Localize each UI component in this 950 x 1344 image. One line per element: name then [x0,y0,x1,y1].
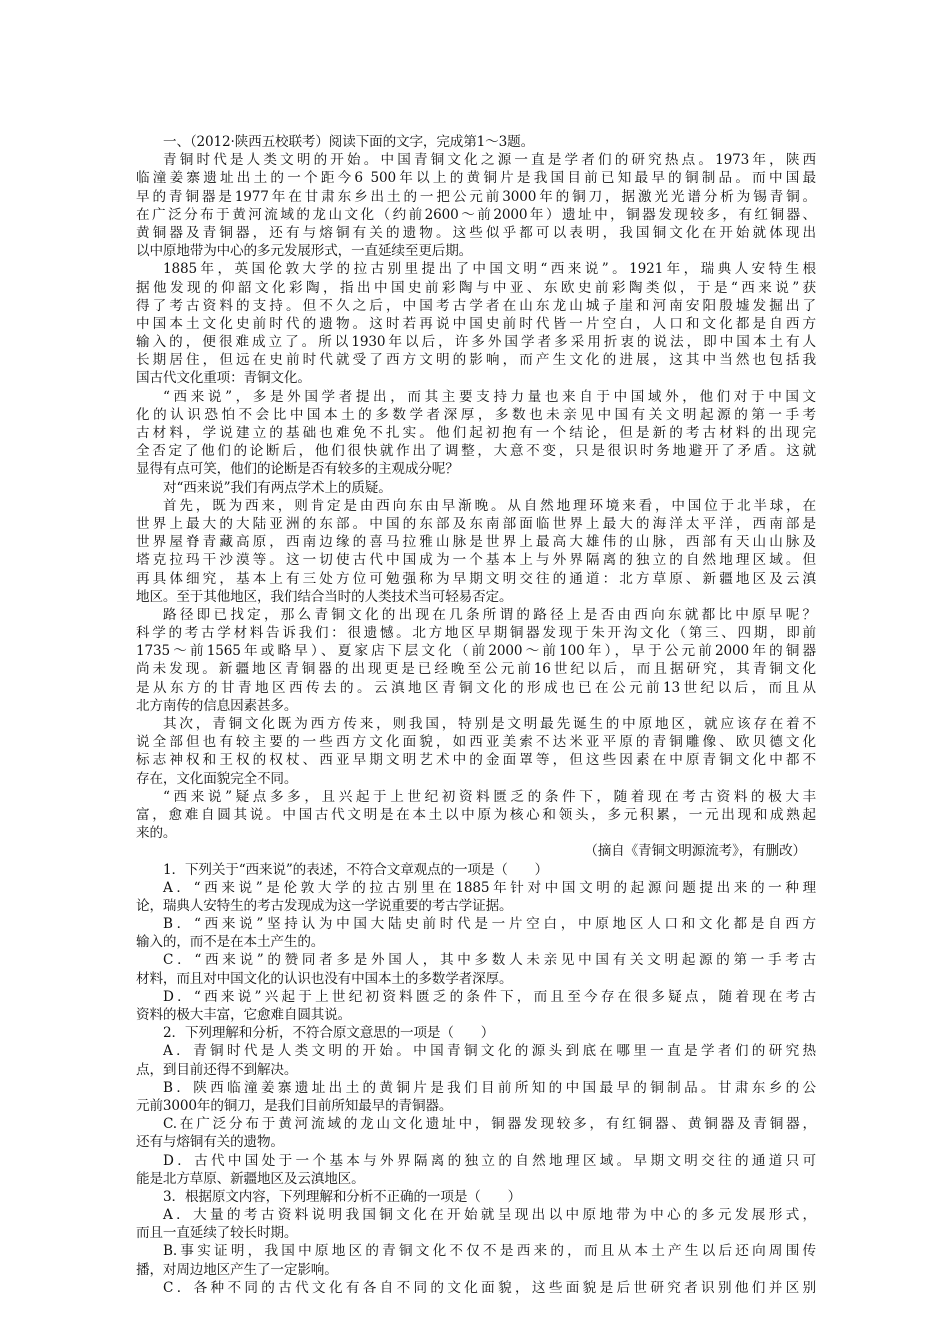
text-line: 材料，而且对中国文化的认识也没有中国本土的多数学者深厚。 [136,970,513,987]
text-line: 塔克拉玛干沙漠等。这一切使古代中国成为一个基本上与外界隔离的独立的自然地理区域。但 [136,552,816,569]
text-line: 临潼姜寨遗址出土的一个距今6 500年以上的黄铜片是我国目前已知最早的铜制品。而中国最 [136,170,816,187]
text-line: 来的。 [136,825,177,842]
text-line: 论，瑞典人安特生的考古发现成为这一学说重要的考古学证据。 [136,897,513,914]
text-line: 世界上最大的大陆亚洲的东部。中国的东部及东南部面临世界上最大的海洋太平洋，西南部是 [136,515,816,532]
text-line: 还有与熔铜有关的遗物。 [136,1134,284,1151]
text-line: 路径即已找定，那么青铜文化的出现在几条所谓的路径上是否由西向东就都比中原早呢？ [163,606,816,623]
text-line: 长期居住，但远在史前时代就受了西方文明的影响，而产生文化的进展，这其中当然也包括我 [136,352,816,369]
text-line: C．“西来说”的赞同者多是外国人，其中多数人未亲见中国有关文明起源的第一手考古 [163,952,816,969]
text-line: 地区。至于其他地区，我们结合当时的人类技术当可轻易否定。 [136,588,513,605]
text-line: A．“西来说”是伦敦大学的拉古别里在1885年针对中国文明的起源问题提出来的一种理 [163,879,816,896]
source-citation: （摘自《青铜文明源流考》，有删改） [584,843,806,860]
text-line: 再具体细究，基本上有三处方位可勉强称为早期文明交往的通道：北方草原、新疆地区及云滇 [136,570,816,587]
text-line: 在广泛分布于黄河流域的龙山文化（约前2600～前2000年）遗址中，铜器发现较多，有红铜器、 [136,206,816,223]
text-line: 古材料，学说建立的基础也难免不扎实。他们起初抱有一个结论，但是新的考古材料的出现完 [136,425,816,441]
text-line: “西来说”，多是外国学者提出，而其主要支持力量也来自于中国域外，他们对于中国文 [163,388,816,405]
text-line: 点，到目前还得不到解决。 [136,1061,298,1078]
text-line: C.在广泛分布于黄河流域的龙山文化遗址中，铜器发现较多，有红铜器、黄铜器及青铜器， [163,1116,816,1133]
text-line: D．古代中国处于一个基本与外界隔离的独立的自然地理区域。早期文明交往的通道只可 [163,1152,816,1169]
text-line: 说全部但也有较主要的一些西方文化面貌，如西亚美索不达米亚平原的青铜雕像、欧贝德文化 [136,734,816,751]
text-line: 资料的极大丰富，它愈难自圆其说。 [136,1007,352,1023]
text-line: 对“西来说”我们有两点学术上的质疑。 [163,479,392,496]
text-line: 输入的，而不是在本土产生的。 [136,934,325,951]
text-line: 首先，既为西来，则肯定是由西向东由早渐晚。从自然地理环境来看，中国位于北半球，在 [163,497,816,514]
text-line: 1885年，英国伦敦大学的拉古别里提出了中国文明“西来说”。1921年，瑞典人安特生根 [163,261,816,278]
text-line: 输入的，便很难成立了。所以1930年以后，许多外国学者多采用折衷的说法，即中国本土有人 [136,334,816,351]
text-line: 中国本土文化史前时代的遗物。这时若再说中国史前时代皆一片空白，人口和文化都是自西方 [136,315,816,332]
text-line: 得了考古资料的支持。但不久之后，中国考古学者在山东龙山城子崖和河南安阳殷墟发掘出了 [136,297,816,314]
text-line: B.事实证明，我国中原地区的青铜文化不仅不是西来的，而且从本土产生以后还向周围传 [163,1243,816,1260]
text-line: 全否定了他们的论断后，他们很快就作出了调整，大意不变，只是很识时务地避开了矛盾。这就 [136,443,816,460]
text-line: 国古代文化重项：青铜文化。 [136,370,311,387]
text-line: 是从东方的甘青地区西传去的。云滇地区青铜文化的形成也已在公元前13世纪以后，而且从 [136,679,816,696]
text-line: 青铜时代是人类文明的开始。中国青铜文化之源一直是学者们的研究热点。1973年，陕西 [163,152,816,169]
text-line: 1735～前1565年或略早）、夏家店下层文化（前2000～前100年），早于公元前2000年的铜器 [136,643,816,660]
text-line: B．陕西临潼姜寨遗址出土的黄铜片是我们目前所知的中国最早的铜制品。甘肃东乡的公 [163,1079,816,1096]
text-line: 以中原地带为中心的多元发展形式，一直延续至更后期。 [136,243,473,260]
text-line: 能是北方草原、新疆地区及云滇地区。 [136,1170,365,1187]
text-line: 显得有点可笑，他们的论断是否有较多的主观成分呢？ [136,461,459,478]
document-page [136,133,816,1297]
text-line: 2．下列理解和分析，不符合原文意思的一项是（ ） [163,1025,495,1042]
text-line: 北方南传的信息因素甚多。 [136,697,298,714]
text-line: 元前3000年的铜刀，是我们目前所知最早的青铜器。 [136,1097,453,1114]
text-line: 播，对周边地区产生了一定影响。 [136,1261,338,1278]
text-line: 1．下列关于“西来说”的表述，不符合文章观点的一项是（ ） [163,861,549,878]
text-line: 科学的考古学材料告诉我们：很遗憾。北方地区早期铜器发现于朱开沟文化（第三、四期，即前 [136,625,816,642]
text-line: “西来说”疑点多多，且兴起于上世纪初资料匮乏的条件下，随着现在考古资料的极大丰 [163,788,816,805]
text-line: 其次，青铜文化既为西方传来，则我国，特别是文明最先诞生的中原地区，就应该存在着不 [163,716,816,732]
text-line: 富，愈难自圆其说。中国古代文明是在本土以中原为核心和领头，多元积累，一元出现和成熟起 [136,806,816,823]
text-line: C．各种不同的古代文化有各自不同的文化面貌，这些面貌是后世研究者识别他们并区别 [163,1279,816,1296]
text-line: 据他发现的仰韶文化彩陶，指出中国史前彩陶与中亚、东欧史前彩陶类似，于是“西来说”获 [136,279,816,296]
text-line: A．大量的考古资料说明我国铜文化在开始就呈现出以中原地带为中心的多元发展形式， [163,1207,816,1224]
text-line: 世界屋脊青藏高原，西南边缘的喜马拉雅山脉是世界上最高大雄伟的山脉，西部有天山山脉及 [136,534,816,551]
text-line: 存在，文化面貌完全不同。 [136,770,298,787]
text-line: 化的认识恐怕不会比中国本土的多数学者深厚，多数也未亲见中国有关文明起源的第一手考 [136,406,816,423]
text-line: 而且一直延续了较长时期。 [136,1225,298,1242]
text-line: 尚未发现。新疆地区青铜器的出现更是已经晚至公元前16世纪以后，而且据研究，其青铜文化 [136,661,816,678]
text-line: A．青铜时代是人类文明的开始。中国青铜文化的源头到底在哪里一直是学者们的研究热 [163,1043,816,1060]
text-line: D．“西来说”兴起于上世纪初资料匮乏的条件下，而且至今存在很多疑点，随着现在考古 [163,988,816,1005]
text-line: 早的青铜器是1977年在甘肃东乡出土的一把公元前3000年的铜刀，据激光光谱分析为锡青铜。 [136,188,816,205]
text-line: 标志神权和王权的权杖、西亚早期文明艺术中的金面罩等，但这些因素在中原青铜文化中都不 [136,752,816,769]
text-line: 黄铜器及青铜器，还有与熔铜有关的遗物。这些似乎都可以表明，我国铜文化在开始就体现出 [136,224,816,241]
text-line: B．“西来说”坚持认为中国大陆史前时代是一片空白，中原地区人口和文化都是自西方 [163,916,816,933]
text-line: 一、（2012·陕西五校联考）阅读下面的文字，完成第1～3题。 [163,134,535,150]
text-line: 3．根据原文内容，下列理解和分析不正确的一项是（ ） [163,1188,522,1205]
